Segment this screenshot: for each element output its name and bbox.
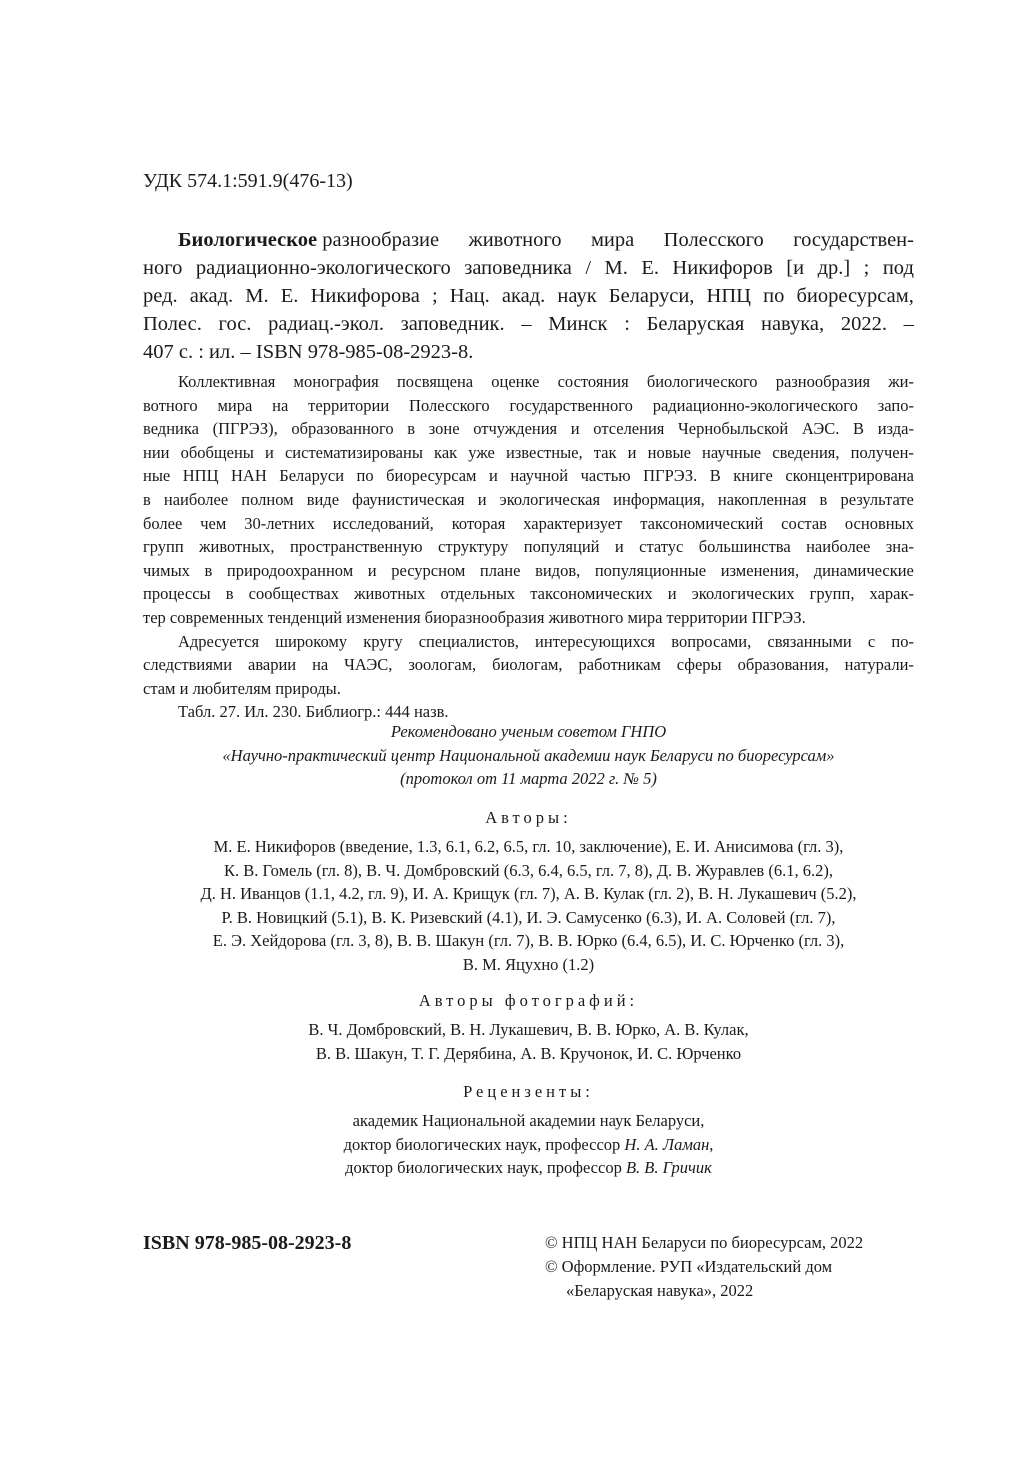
biblio-line: ред. акад. М. Е. Никифорова ; Нац. акад. наук Беларуси, НПЦ по биоресурсам, bbox=[143, 285, 914, 307]
reviewers-list bbox=[143, 1109, 914, 1180]
biblio-line: Полес. гос. радиац.-экол. заповедник. – Минск : Беларуская навука, 2022. – bbox=[143, 313, 914, 335]
abstract-line: тер современных тенденций изменения биоразнообразия животного мира территории ПГРЭЗ. bbox=[143, 607, 806, 627]
abstract-line: ные НПЦ НАН Беларуси по биоресурсам и научной частью ПГРЭЗ. В книге сконцентрирована bbox=[143, 466, 914, 486]
abstract-line: более чем 30-летних исследований, которая характеризует таксономический состав основных bbox=[143, 513, 914, 533]
biblio-line: 407 с. : ил. – ISBN 978-985-08-2923-8. bbox=[143, 341, 474, 363]
biblio-line-text: разнообразие животного мира Полесского государствен- bbox=[322, 229, 914, 251]
authors-line: Е. Э. Хейдорова (гл. 3, 8), В. В. Шакун (гл. 7), В. В. Юрко (6.4, 6.5), И. С. Юрченко (гл. 3), bbox=[212, 931, 845, 951]
photo-authors-heading: Авторы фотографий: bbox=[418, 991, 639, 1010]
recommendation-note bbox=[143, 720, 914, 791]
abstract-line: нии обобщены и систематизированы как уже известные, так и новые научные сведения, получен- bbox=[143, 442, 914, 462]
authors-heading: Авторы: bbox=[485, 808, 572, 827]
authors-line: Д. Н. Иванцов (1.1, 4.2, гл. 9), И. А. Крищук (гл. 7), А. В. Кулак (гл. 2), В. Н. Лукашевич (5.2), bbox=[200, 884, 857, 904]
authors-line: К. В. Гомель (гл. 8), В. Ч. Домбровский (6.3, 6.4, 6.5, гл. 7, 8), Д. В. Журавлев (6.1, 6.2), bbox=[224, 860, 833, 880]
abstract-line: в наиболее полном виде фаунистическая и экологическая информация, накопленная в результате bbox=[143, 489, 914, 509]
abstract-line: Адресуется широкому кругу специалистов, интересующихся вопросами, связанными с по- bbox=[178, 631, 914, 651]
copyright-line: «Беларуская навука», 2022 bbox=[566, 1281, 754, 1300]
reviewer-name: Н. А. Ламан bbox=[624, 1134, 710, 1154]
abstract-line: Табл. 27. Ил. 230. Библиогр.: 444 назв. bbox=[178, 702, 449, 722]
recommendation-line: «Научно-практический центр Национальной академии наук Беларуси по биоресурсам» bbox=[222, 745, 835, 765]
udk-code: УДК 574.1:591.9(476-13) bbox=[143, 170, 353, 192]
reviewer-line bbox=[143, 1156, 914, 1180]
abstract-line: следствиями аварии на ЧАЭС, зоологам, биологам, работникам сферы образования, натурали- bbox=[143, 655, 914, 675]
copyright-block bbox=[545, 1231, 863, 1303]
reviewer-name: В. В. Гричик bbox=[625, 1158, 712, 1178]
reviewer-title: доктор биологических наук, профессор bbox=[345, 1158, 622, 1178]
reviewer-punct: , bbox=[709, 1134, 714, 1154]
photo-authors-line: В. В. Шакун, Т. Г. Дерябина, А. В. Кручонок, И. С. Юрченко bbox=[315, 1043, 742, 1063]
authors-line: В. М. Яцухно (1.2) bbox=[462, 954, 595, 974]
bibliographic-description bbox=[143, 226, 914, 366]
authors-line: М. Е. Никифоров (введение, 1.3, 6.1, 6.2, 6.5, гл. 10, заключение), Е. И. Анисимова (гл. 3), bbox=[213, 837, 844, 856]
biblio-line bbox=[143, 226, 914, 254]
recommendation-line: (протокол от 11 марта 2022 г. № 5) bbox=[400, 769, 657, 789]
biblio-title-bold: Биологическое bbox=[178, 229, 318, 251]
abstract-line: процессы в сообществах животных отдельных таксономических и экологических групп, харак- bbox=[143, 584, 914, 604]
abstract-line: групп животных, пространственную структуру популяций и статус большинства наиболее зна- bbox=[143, 537, 914, 557]
reviewer-title: доктор биологических наук, профессор bbox=[343, 1134, 621, 1154]
authors-line: Р. В. Новицкий (5.1), В. К. Ризевский (4.1), И. Э. Самусенко (6.3), И. А. Соловей (гл. 7), bbox=[221, 907, 836, 927]
copyright-line: © Оформление. РУП «Издательский дом bbox=[545, 1257, 833, 1276]
copyright-line: © НПЦ НАН Беларуси по биоресурсам, 2022 bbox=[545, 1233, 864, 1252]
abstract-line: стам и любителям природы. bbox=[143, 678, 341, 698]
reviewers-heading: Рецензенты: bbox=[463, 1082, 594, 1101]
biblio-line: ного радиационно-экологического заповедника / М. Е. Никифоров [и др.] ; под bbox=[143, 257, 914, 279]
abstract-line: чимых в природоохранном и ресурсном плане видов, популяционные изменения, динамические bbox=[143, 560, 914, 580]
abstract-line: Коллективная монография посвящена оценке состояния биологического разнообразия жи- bbox=[178, 372, 914, 391]
recommendation-line: Рекомендовано ученым советом ГНПО bbox=[390, 722, 667, 741]
photo-authors-list bbox=[143, 1018, 914, 1065]
abstract-line: ведника (ПГРЭЗ), образованного в зоне отчуждения и отселения Чернобыльской АЭС. В изда- bbox=[143, 419, 914, 439]
reviewer-line bbox=[143, 1133, 914, 1157]
abstract bbox=[143, 370, 914, 724]
authors-list bbox=[143, 835, 914, 977]
isbn: ISBN 978-985-08-2923-8 bbox=[143, 1232, 352, 1254]
abstract-line: вотного мира на территории Полесского государственного радиационно-экологического запо- bbox=[143, 395, 914, 415]
photo-authors-line: В. Ч. Домбровский, В. Н. Лукашевич, В. В. Юрко, А. В. Кулак, bbox=[308, 1020, 749, 1039]
reviewer-line: академик Национальной академии наук Беларуси, bbox=[352, 1111, 705, 1130]
